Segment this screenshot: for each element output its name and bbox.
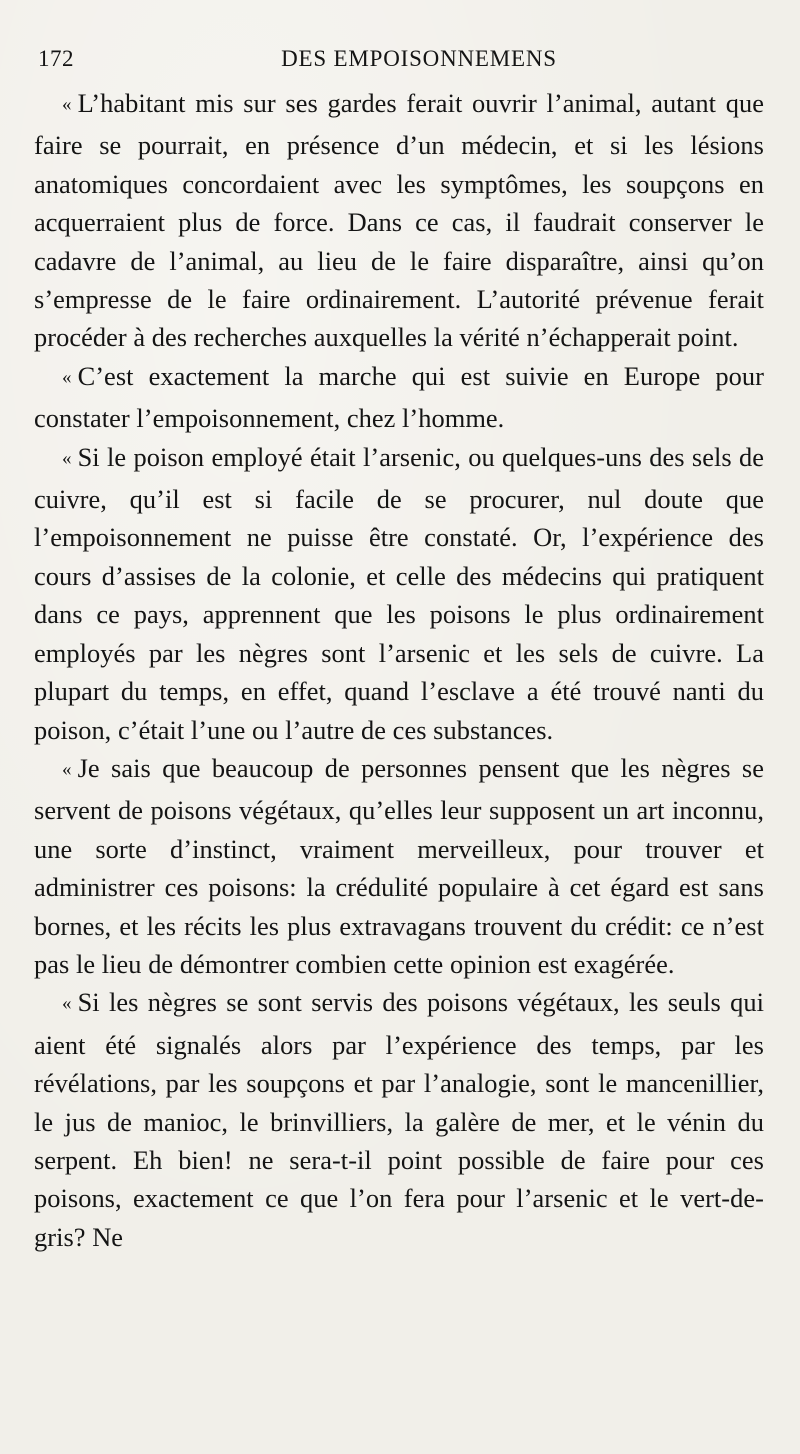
paragraph-5	[34, 983, 764, 1256]
quote-mark: «	[62, 94, 72, 115]
paragraph-4	[34, 749, 764, 983]
paragraph-1	[34, 84, 764, 357]
paragraph-3	[34, 438, 764, 749]
body-text	[34, 84, 764, 1256]
quote-mark: «	[62, 993, 72, 1015]
page-header	[34, 34, 764, 74]
paragraph-text: Si le poison employé était l’arsenic, ou quelques-uns des sels de cuivre, qu’il est si facile de se procurer, nul doute que l’empoisonnement ne puisse être constaté. Or, l’expérience des cours d’assises de la colonie, et celle des médecins qui pratiquent dans ce pays, apprennent que les poisons le plus ordinairement employés par les nègres sont l’arsenic et les sels de cuivre. La plupart du temps, en effet, quand l’esclave a été trouvé nanti du poison, c’était l’une ou l’autre de ces substances.	[34, 441, 764, 745]
quote-mark: «	[62, 447, 72, 469]
paragraph-text: Si les nègres se sont servis des poisons végétaux, les seuls qui aient été signalés alors par l’expérience des temps, par les révélations, par les soupçons et par l’analogie, sont le mancenillier, le jus de manioc, le brinvilliers, la galère de mer, et le vénin du serpent. Eh bien! ne sera-t-il point possible de faire pour ces poisons, exactement ce que l’on fera pour l’arsenic et le vert-de-gris? Ne	[34, 987, 764, 1252]
quote-mark: «	[62, 758, 72, 780]
paragraph-2	[34, 357, 764, 438]
paragraph-text: C’est exactement la marche qui est suivie en Europe pour constater l’empoisonnement, chez l’homme.	[34, 360, 764, 434]
running-title: DES EMPOISONNEMENS	[281, 46, 557, 71]
quote-mark: «	[62, 366, 72, 388]
paragraph-text: L’habitant mis sur ses gardes ferait ouvrir l’animal, autant que faire se pourrait, en présence d’un médecin, et si les lésions anatomiques concordaient avec les symptômes, les soupçons en acquerraient plus de force. Dans ce cas, il faudrait conserver le cadavre de l’animal, au lieu de le faire disparaître, ainsi qu’on s’empresse de le faire ordinairement. L’autorité prévenue ferait procéder à des recherches auxquelles la vérité n’échapperait point.	[34, 88, 764, 353]
paragraph-text: Je sais que beaucoup de personnes pensent que les nègres se servent de poisons végétaux, qu’elles leur supposent un art inconnu, une sorte d’instinct, vraiment merveilleux, pour trouver et administrer ces poisons: la crédulité populaire à cet égard est sans bornes, et les récits les plus extravagans trouvent du crédit: ce n’est pas le lieu de démontrer combien cette opinion est exagérée.	[34, 752, 764, 979]
page-number: 172	[38, 46, 74, 71]
